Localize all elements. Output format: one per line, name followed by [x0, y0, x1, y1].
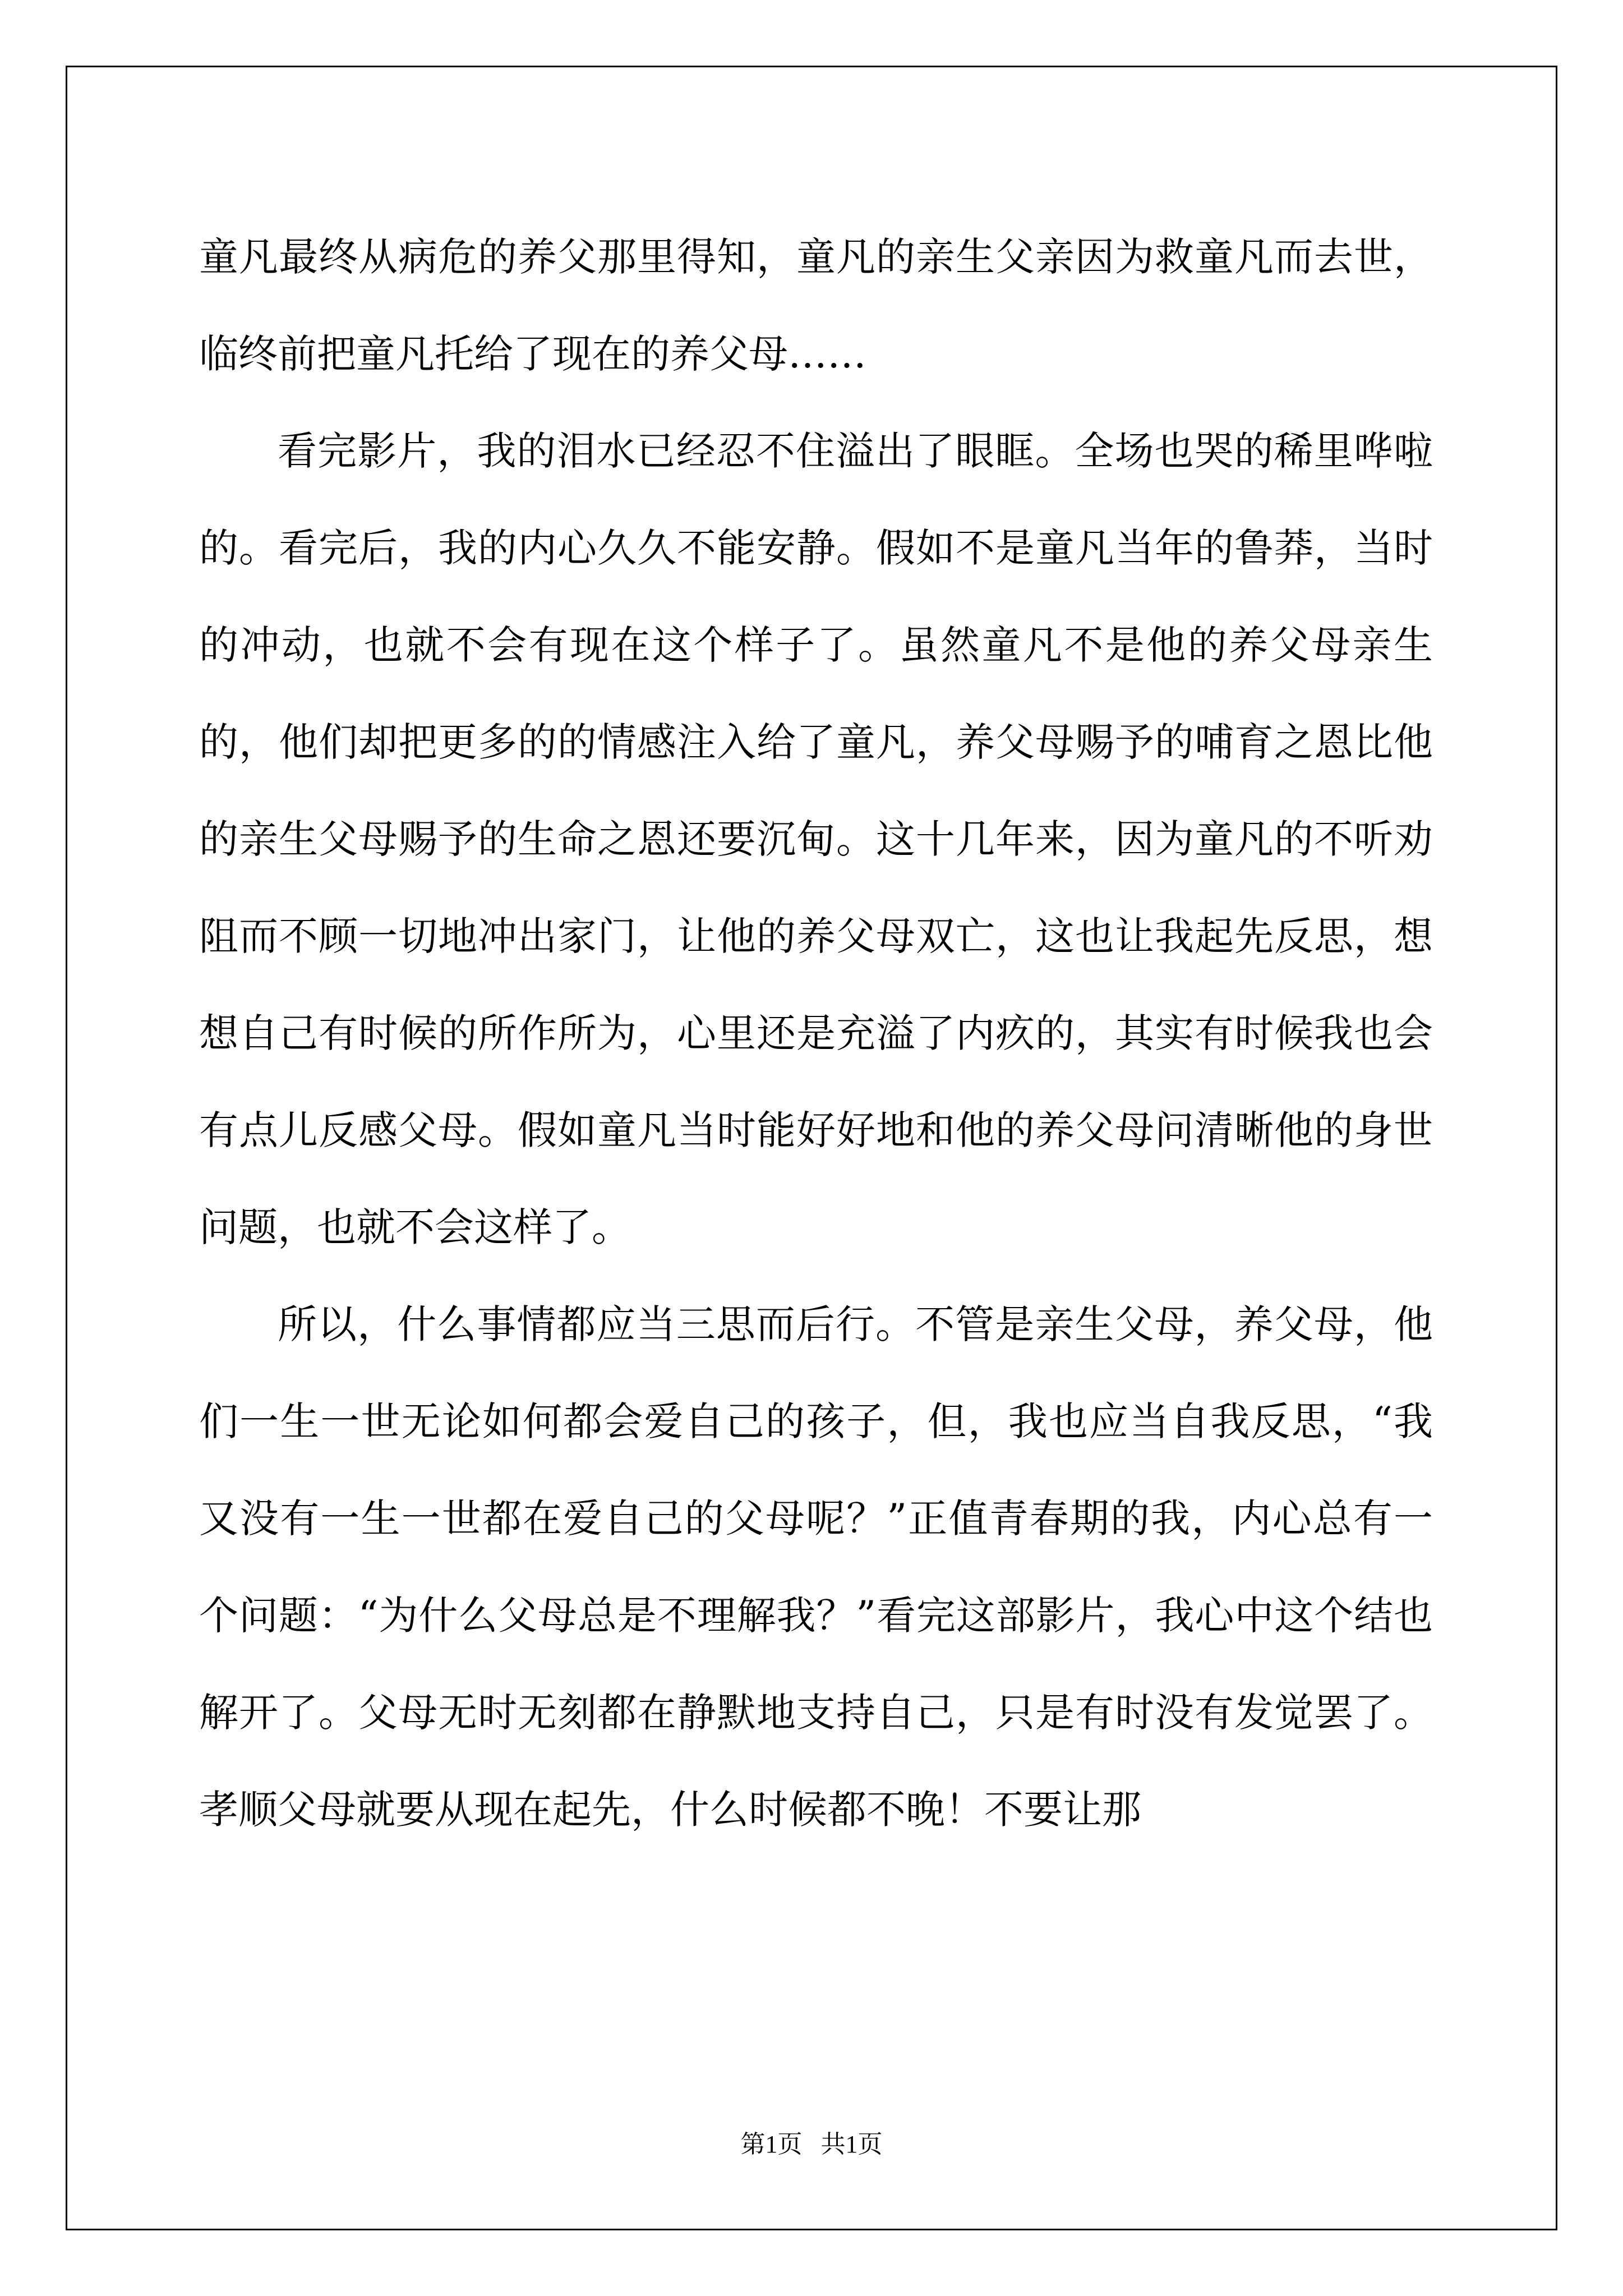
paragraph-1: 童凡最终从病危的养父那里得知，童凡的亲生父亲因为救童凡而去世，临终前把童凡托给了现在的养父母……	[199, 234, 1433, 377]
paragraph-3: 所以，什么事情都应当三思而后行。不管是亲生父母，养父母，他们一生一世无论如何都会爱自己的孩子，但，我也应当自我反思，“我又没有一生一世都在爱自己的父母呢？”正值青春期的我，内心总有一个问题：“为什么父母总是不理解我？”看完这部影片，我心中这个结也解开了。父母无时无刻都在静默地支持自己，只是有时没有发觉罢了。孝顺父母就要从现在起先，什么时候都不晚！不要让那	[199, 1301, 1433, 1833]
document-body	[199, 209, 1433, 1858]
paragraph-2: 看完影片，我的泪水已经忍不住溢出了眼眶。全场也哭的稀里哗啦的。看完后，我的内心久久不能安静。假如不是童凡当年的鲁莽，当时的冲动，也就不会有现在这个样子了。虽然童凡不是他的养父母亲生的，他们却把更多的的情感注入给了童凡，养父母赐予的哺育之恩比他的亲生父母赐予的生命之恩还要沉甸。这十几年来，因为童凡的不听劝阻而不顾一切地冲出家门，让他的养父母双亡，这也让我起先反思，想想自己有时候的所作所为，心里还是充溢了内疚的，其实有时候我也会有点儿反感父母。假如童凡当时能好好地和他的养父母问清晰他的身世问题，也就不会这样了。	[199, 428, 1433, 1250]
page-footer: 第1页 共1页	[740, 2131, 883, 2158]
